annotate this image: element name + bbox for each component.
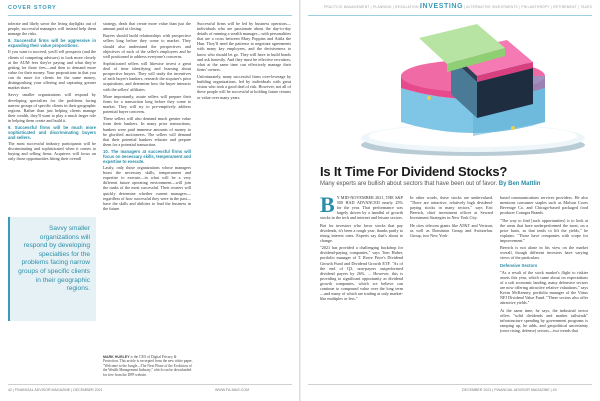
subheading: Defensive Sectors xyxy=(500,262,538,268)
section-label: COVER STORY xyxy=(8,5,57,11)
header-rule-right xyxy=(308,15,592,16)
paragraph: "As a result of the stock market's flight to riskier assets this year, which came about on expectations of a soft economic landing, many defensive sectors are now offering attractive relative valuations," says Kevin McKenney, portfolio manager of the Virtus NFJ Dividend Value Fund. "These sectors also offer attractive yields." xyxy=(500,269,588,306)
left-column-1 xyxy=(8,21,96,164)
drop-cap: B xyxy=(320,192,335,217)
section-nav-active: INVESTING xyxy=(420,3,464,10)
footer-rule-right xyxy=(308,384,592,385)
subheading: 9. Successful firms will be much more sophisticated and discriminating buyers and sellers. xyxy=(8,125,96,141)
paragraph xyxy=(320,192,403,221)
author-bio-text: is the CEO of Digital Privacy & Protection. This article is excerpted from the new white paper, "Welcome to the Jungle—The Next Phase of the Evolution of the Wealth Management Industry," which can be downloaded for free from the DPP website. xyxy=(103,355,193,377)
paragraph: tolerate and likely savor the living daylights out of people, successful managers will instead help them manage the risks. xyxy=(8,21,96,37)
right-column-1 xyxy=(320,192,403,303)
subheading: 10. The managers at successful firms will focus on necessary skills, temperament and expertise to execute. xyxy=(103,149,191,165)
right-column-3 xyxy=(500,195,588,335)
paragraph: "2021 has provided a challenging backdrop for dividend-paying companies," says Tom Huber, portfolio manager of T. Rowe Price's Dividend Growth Fund and Dividend Growth ETF. "As of the end of Q3, non-payers outperformed dividend payers by 26%. ... However, this is providing to significant opportunity as dividend growth companies, which we believe can continue to compound value over the long term—and many of which are trading at only market-like multiples or less." xyxy=(320,245,403,302)
footer-rule-left xyxy=(8,384,292,385)
paragraph: At the same time, he says, the industrial sector offers "solid dividends and market tailwinds" infrastructure spending by government programs is ramping up, he adds, and geopolitical uncertainty (once rising, defense) sectors—two trends that xyxy=(500,307,588,334)
paragraph: If you want to succeed, you'll sell prospects (and the clients of competing advisors) to look more closely at the AUM fees they're paying and what they're getting for those fees—and then to demand more value for their money. Your propositions in that you can do more for clients for the same money, distinguishing your offering and capturing greater market share. xyxy=(8,49,96,91)
author-bio-name: MARK HURLEY xyxy=(103,355,130,359)
paragraph: "The way to find [such opportunities] is to look at the areas that have underperformed the most, on a price basis, as that tends to lift the yields," he explains. "Those have companies with scope for improvement." xyxy=(500,217,588,243)
paragraph: Successful firms will be led by business operators—individuals who are passionate about the day-to-day details of running a wealth manager—with personalities that are a cross between Mary Poppins and Attila the Hun. They'll need the patience to negotiate agreements with many key employees, and the decisiveness to know who should let go. They will have to build bonds and ask honestly. And they must be effective recruiters, what at the same time can effectively manage their firms' owners. xyxy=(197,21,291,72)
article-title: Is It Time For Dividend Stocks? xyxy=(320,164,508,179)
byline: By Ben Mattlin xyxy=(498,181,541,187)
paragraph: He cites telecom giants like AT&T and Verizon, as well as Dominion Group and Switzerlan. Group, two New York- xyxy=(410,222,493,238)
section-nav-left: PRACTICE MANAGEMENT | PLANNING | REGULATION | xyxy=(324,5,421,9)
footer-url[interactable]: WWW.FA-MAG.COM xyxy=(215,388,250,392)
paragraph: Sophisticated sellers will likewise invest a great deal of time identifying and learning about prospective buyers. They will study the incentives of each buyer's bankers, research the acquirer's prior acquisitions, and determine how the buyer interacts with the sellers' affiliates. xyxy=(103,61,191,92)
paragraph: Buyers should build relationships with prospective sellers long before they come to market. They should also understand the perspectives and objectives of each of the seller's employees and be well positioned to address everyone's concerns. xyxy=(103,33,191,59)
footer-left-page: 42 | FINANCIAL ADVISOR MAGAZINE | DECEMBER 2021 xyxy=(8,388,103,392)
pull-quote-text: Savvy smaller organizations will respond by developing specialties for the problems facing narrow groups of specific clients in their geographic regions. xyxy=(18,225,90,293)
paragraph: In other words, these stocks are undervalued. "There are attractive, relatively high dividend-paying stocks in many sectors," says Eric Beerich, chief investment officer at Seward Investment Strategies in New York City. xyxy=(410,195,493,221)
cake-slice-illustration xyxy=(301,18,600,158)
subtitle-text: Many experts are bullish about sectors that have been out of favor. xyxy=(320,181,498,187)
left-column-3 xyxy=(197,21,291,102)
paragraph: Beerich is not alone in his view on the market overall, though different investors have varying views of the particulars. xyxy=(500,245,588,261)
paragraph: The most successful industry participants will be discriminating and sophisticated when it comes to buying and selling firms. Acquirers will focus on only those opportunities fitting their overall xyxy=(8,141,96,162)
paragraph: More importantly, astute sellers will prepare their firms for a transaction long before they come to market. They will try to pre-emptively address potential buyer concerns. xyxy=(103,93,191,115)
author-bio xyxy=(103,355,193,377)
paragraph: strategy, deals that create more value than just the amount paid at closing. xyxy=(103,21,191,32)
subheading: 8. Successful firms will be aggressive in expanding their value propositions. xyxy=(8,38,96,49)
section-nav-right: | ALTERNATIVE INVESTMENTS | PHILANTHROPY | RETIREMENT | TAXES xyxy=(464,5,593,9)
paragraph: These sellers will also demand much greater value from their bankers. In many prior transactions, bankers were paid immense amounts of money to be glorified auctioneers. The sellers will demand that their potential bankers educate and prepare them for a potential transaction. xyxy=(103,116,191,147)
paragraph: Lastly, only those organizations whose managers boast the necessary skills, temperament and expertise to execute—in what will be a very different future operating environment—will join the ranks of the most successful. Their owners will quickly determine whether current managers—regardless of how successful they were in the past—have the skills and abilities to lead the business in the future. xyxy=(103,165,191,211)
left-column-2 xyxy=(103,21,191,213)
header-rule-left xyxy=(8,15,292,16)
article-subtitle xyxy=(320,181,540,187)
paragraph: Savvy smaller organizations will respond by developing specialties for the problems facing narrow groups of specific clients in their geographic regions. Rather than just helping clients manage their wealth, they'll want to play a much larger role in helping them create and build it. xyxy=(8,92,96,123)
pull-quote xyxy=(8,217,96,321)
paragraph: Unfortunately, many successful firms over-leverage by building organizations, led by individuals with great vision who took a good deal of risk. However, not all of these people will be successful at holding future returns or value over many years. xyxy=(197,74,291,100)
paragraph: based communications services providers. He also mentions consumer staples such as Molson Coors Beverage Co. and Chicago-based packaged food producer Conagra Brands. xyxy=(500,195,588,216)
paragraph: But for investors who favor stocks that pay dividends, it's been a rough year, thanks partly to rising interest rates. Experts say that's about to change. xyxy=(320,222,403,243)
footer-right-page: DECEMBER 2021 | FINANCIAL ADVISOR MAGAZINE | 43 xyxy=(462,388,557,392)
lead-text: Y MID-NOVEMBER 2021, THE S&P 500 HAD ADVANCED nearly 25% for the year. That performance was largely driven by a handful of growth stocks in the tech and internet and leisure sectors. xyxy=(320,195,403,221)
right-column-2 xyxy=(410,195,493,240)
